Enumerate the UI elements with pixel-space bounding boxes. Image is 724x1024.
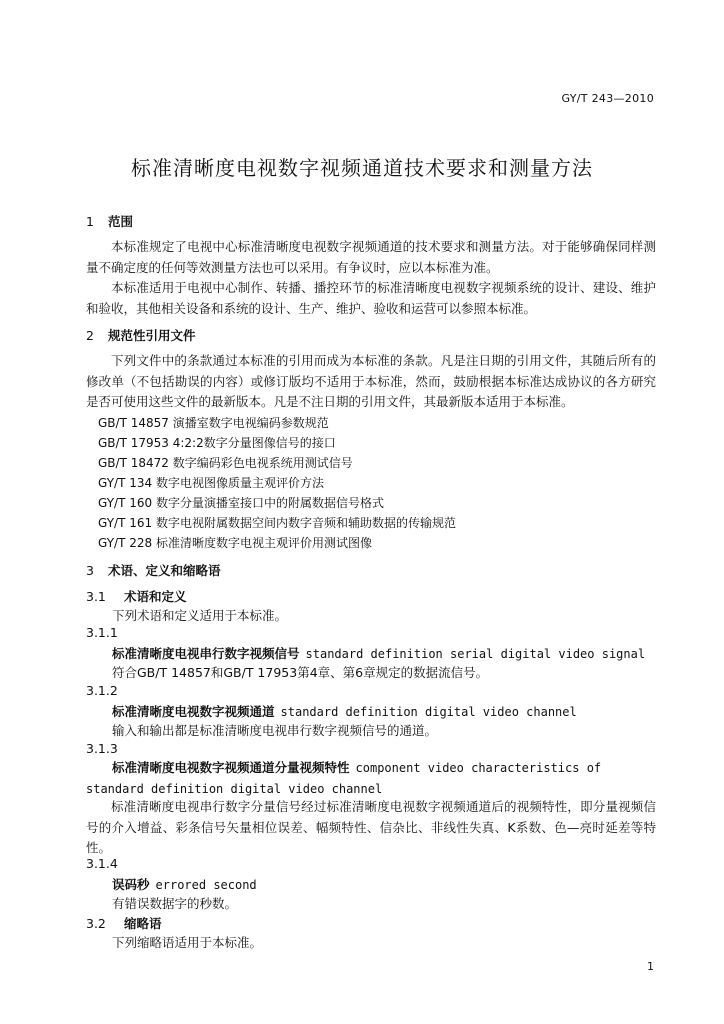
term-3-1-4: [112, 875, 257, 893]
section-title: 范围: [108, 214, 134, 229]
term-definition: 符合GB/T 14857和GB/T 17953第4章、第6章规定的数据流信号。: [112, 665, 489, 680]
scope-paragraph-1: 本标准规定了电视中心标准清晰度电视数字视频通道的技术要求和测量方法。对于能够确保同样测量不确定度的任何等效测量方法也可以采用。有争议时，应以本标准为准。: [86, 239, 656, 275]
subsection-3-2-heading: [86, 914, 162, 932]
term-definition: 输入和输出都是标准清晰度电视串行数字视频信号的通道。: [112, 723, 438, 738]
scope-paragraph-2: 本标准适用于电视中心制作、转播、播控环节的标准清晰度电视数字视频系统的设计、建设、维护和验收，其他相关设备和系统的设计、生产、维护、验收和运营可以参照本标准。: [86, 280, 656, 316]
section-number: 1: [86, 214, 94, 229]
term-number: 3.1.3: [86, 741, 118, 756]
reference-item: GY/T 228 标准清晰度数字电视主观评价用测试图像: [98, 536, 372, 550]
section-1-heading: [86, 212, 133, 230]
subsection-3-2-intro: 下列缩略语适用于本标准。: [112, 935, 263, 950]
term-chinese: 标准清晰度电视数字视频通道分量视频特性: [112, 760, 350, 775]
term-3-1-2: [112, 702, 577, 720]
term-definition: 标准清晰度电视串行数字分量信号经过标准清晰度电视数字视频通道后的视频特性，即分量视频信号的介入增益、彩条信号矢量相位误差、幅频特性、信杂比、非线性失真、K系数、色—亮时延差等特性。: [86, 799, 656, 855]
page-number: 1: [647, 960, 654, 973]
reference-item: GY/T 134 数字电视图像质量主观评价方法: [98, 476, 324, 490]
term-chinese: 标准清晰度电视串行数字视频信号: [112, 646, 300, 661]
term-english: component video characteristics of standard definition digital video channel: [86, 761, 602, 796]
term-number: 3.1.4: [86, 856, 118, 871]
term-english: standard definition digital video channel: [280, 705, 577, 719]
subsection-number: 3.1: [86, 589, 106, 604]
subsection-number: 3.2: [86, 916, 106, 931]
term-number: 3.1.2: [86, 683, 118, 698]
section-title: 术语、定义和缩略语: [108, 563, 221, 578]
term-number: 3.1.1: [86, 625, 118, 640]
standard-code: GY/T 243—2010: [561, 92, 654, 105]
subsection-title: 术语和定义: [124, 589, 187, 604]
section-number: 3: [86, 563, 94, 578]
term-english: standard definition serial digital video signal: [305, 647, 646, 661]
term-3-1-3: [86, 758, 656, 799]
section-3-heading: [86, 561, 221, 579]
reference-item: GY/T 161 数字电视附属数据空间内数字音频和辅助数据的传输规范: [98, 516, 456, 530]
subsection-title: 缩略语: [124, 916, 162, 931]
reference-item: GY/T 160 数字分量演播室接口中的附属数据信号格式: [98, 496, 384, 510]
term-definition: 有错误数据字的秒数。: [112, 896, 238, 911]
section-title: 规范性引用文件: [108, 328, 196, 343]
document-title: 标准清晰度电视数字视频通道技术要求和测量方法: [131, 156, 593, 180]
reference-item: GB/T 18472 数字编码彩色电视系统用测试信号: [98, 456, 353, 470]
subsection-3-1-intro: 下列术语和定义适用于本标准。: [112, 608, 288, 623]
subsection-3-1-heading: [86, 587, 187, 605]
term-chinese: 误码秒: [112, 877, 150, 892]
reference-item: GB/T 14857 演播室数字电视编码参数规范: [98, 416, 329, 430]
normative-paragraph: 下列文件中的条款通过本标准的引用而成为本标准的条款。凡是注日期的引用文件，其随后所有的修改单（不包括勘误的内容）或修订版均不适用于本标准，然而，鼓励根据本标准达成协议的各方研究是否可使用这些文件的最新版本。凡是不注日期的引用文件，其最新版本适用于本标准。: [86, 353, 656, 409]
reference-item: GB/T 17953 4:2:2数字分量图像信号的接口: [98, 436, 336, 450]
term-3-1-1: [112, 644, 645, 662]
section-number: 2: [86, 328, 94, 343]
term-chinese: 标准清晰度电视数字视频通道: [112, 704, 275, 719]
term-english: errored second: [155, 878, 257, 892]
section-2-heading: [86, 326, 196, 344]
